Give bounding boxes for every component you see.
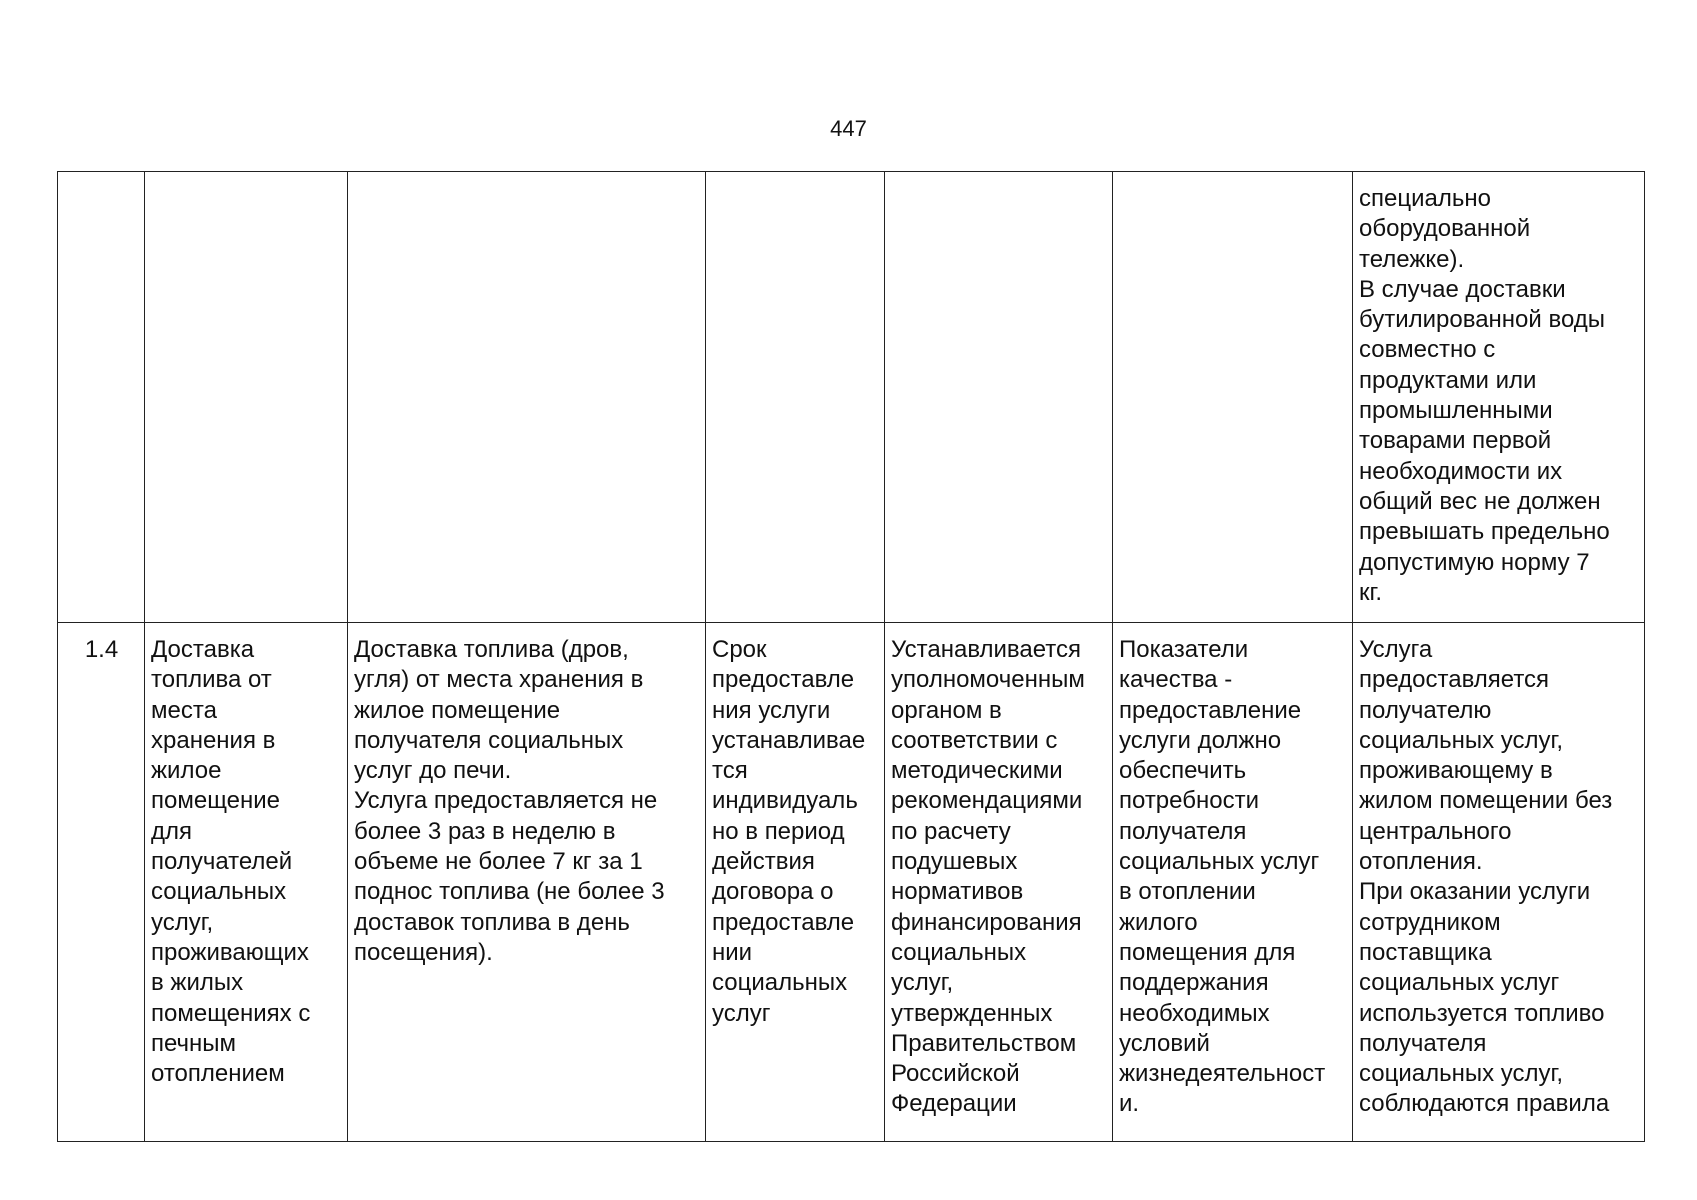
cell-description-empty — [348, 172, 706, 623]
service-term-text: Срок предоставле ния услуги устанавливае тся индивидуаль но в период действия договора о предоставле нии социальных услуг — [712, 636, 866, 1027]
table-row-continuation — [58, 172, 1645, 623]
service-norm-text: Устанавливается уполномоченным органом в соответствии с методическими рекомендациями по расчету подушевых нормативов финансирования социальных услуг, утвержденных Правительством Российской Федерации — [891, 636, 1085, 1118]
cell-conditions-continuation — [1353, 172, 1645, 623]
cell-service-number: 1.4 — [58, 623, 145, 1142]
cell-term-empty — [706, 172, 885, 623]
service-quality-text: Показатели качества - предоставление услуги должно обеспечить потребности получателя социальных услуг в отоплении жилого помещения для поддержания необходимых условий жизнедеятельност и. — [1119, 636, 1326, 1118]
table-row-1-4 — [58, 623, 1645, 1142]
cell-service-description — [348, 623, 706, 1142]
service-name-text: Доставка топлива от места хранения в жилое помещение для получателей социальных услуг, проживающих в жилых помещениях с печным отоплением — [151, 636, 311, 1088]
cell-service-name — [145, 623, 348, 1142]
service-description-paragraph-1: Доставка топлива (дров, угля) от места хранения в жилое помещение получателя социальных услуг до печи. — [354, 636, 644, 785]
cell-name-empty — [145, 172, 348, 623]
service-conditions-paragraph-1: Услуга предоставляется получателю социальных услуг, проживающему в жилом помещении без центрального отопления. — [1359, 636, 1613, 876]
conditions-continuation-paragraph-2: В случае доставки бутилированной воды совместно с продуктами или промышленными товарами первой необходимости их общий вес не должен превышать предельно допустимую норму 7 кг. — [1359, 275, 1610, 606]
cell-service-conditions — [1353, 623, 1645, 1142]
cell-norm-empty — [885, 172, 1113, 623]
cell-number-empty — [58, 172, 145, 623]
conditions-continuation-paragraph-1: специально оборудованной тележке). — [1359, 185, 1531, 273]
cell-service-quality — [1113, 623, 1353, 1142]
cell-quality-empty — [1113, 172, 1353, 623]
service-description-paragraph-2: Услуга предоставляется не более 3 раз в неделю в объеме не более 7 кг за 1 поднос топлива (не более 3 доставок топлива в день посещения). — [354, 787, 665, 966]
cell-service-term — [706, 623, 885, 1142]
cell-service-norm — [885, 623, 1113, 1142]
service-conditions-paragraph-2: При оказании услуги сотрудником поставщика социальных услуг используется топливо получателя социальных услуг, соблюдаются правила — [1359, 878, 1610, 1118]
services-table — [57, 171, 1645, 1142]
page-number: 447 — [830, 116, 867, 141]
